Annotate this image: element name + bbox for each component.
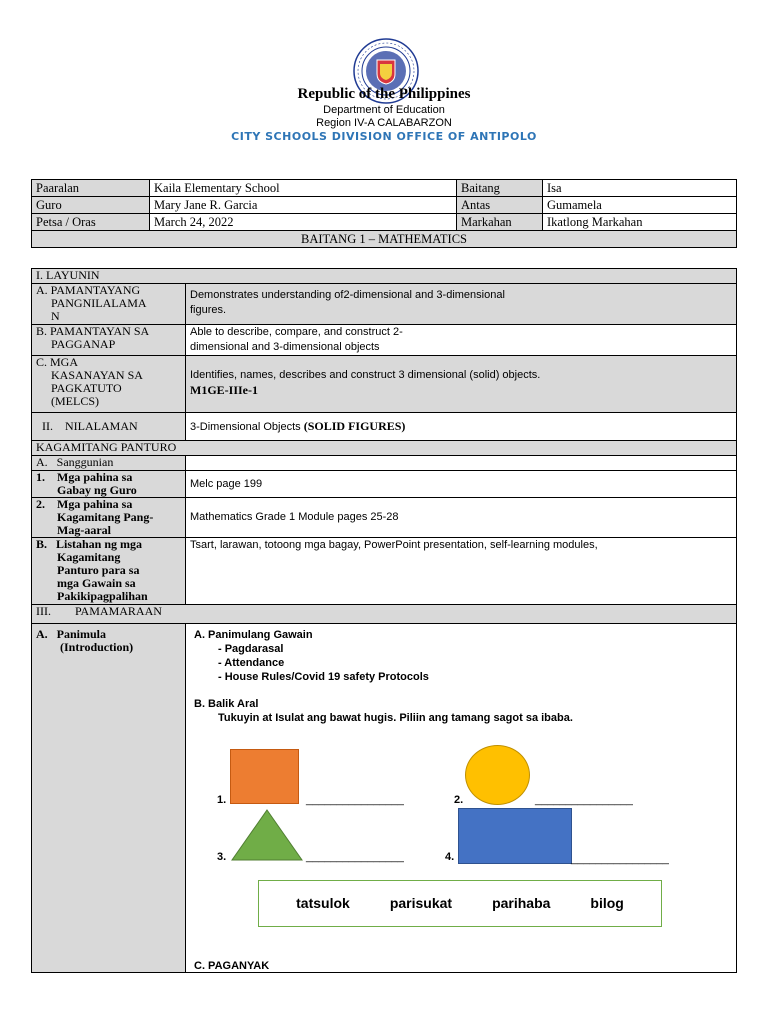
balik-aral-title: B. Balik Aral xyxy=(194,698,259,710)
question-number: 1. xyxy=(217,794,227,806)
gawain-item: - Pagdarasal xyxy=(218,643,284,655)
info-value: Gumamela xyxy=(543,197,737,214)
section-kagamitang-panturo: KAGAMITANG PANTURO xyxy=(32,441,737,456)
choice-item: tatsulok xyxy=(296,895,350,911)
answer-blank[interactable]: ________________ xyxy=(306,794,404,806)
info-value: Kaila Elementary School xyxy=(150,180,457,197)
info-row xyxy=(32,197,737,214)
nilalaman-bold: (SOLID FIGURES) xyxy=(303,419,406,433)
info-value: Ikatlong Markahan xyxy=(543,214,737,231)
choices-list xyxy=(259,895,661,911)
choice-item: parisukat xyxy=(389,895,453,911)
question-number: 4. xyxy=(445,851,455,863)
panimulang-gawain-title: A. Panimulang Gawain xyxy=(194,629,313,641)
info-value: Isa xyxy=(543,180,737,197)
paganyak-title: C. PAGANYAK xyxy=(194,960,270,972)
info-label: Baitang xyxy=(457,180,543,197)
section-layunin: I. LAYUNIN xyxy=(32,269,737,284)
row-label-pamantayang-pangnilalaman: A. PAMANTAYANG PANGNILALAMA N xyxy=(32,284,186,325)
row-label-sanggunian: A. Sanggunian xyxy=(32,456,186,471)
lesson-plan-table xyxy=(31,268,737,973)
row-label-gabay-ng-guro: 1. Mga pahina sa Gabay ng Guro xyxy=(32,471,186,498)
info-row xyxy=(32,214,737,231)
info-row xyxy=(32,180,737,197)
row-label-listahan: B. Listahan ng mga Kagamitang Panturo para sa mga Gawain sa Pakikipagpalihan xyxy=(32,538,186,605)
balik-aral-instruction: Tukuyin at Isulat ang bawat hugis. Piliin ang tamang sagot sa ibaba. xyxy=(218,712,573,724)
row-label-nilalaman: II. NILALAMAN xyxy=(32,413,186,441)
row-text-pamantayang-pangnilalaman: Demonstrates understanding of2-dimensional and 3-dimensional figures. xyxy=(186,284,737,325)
info-label: Petsa / Oras xyxy=(32,214,150,231)
rectangle-shape xyxy=(458,808,572,864)
row-label-panimula: A. Panimula (Introduction) xyxy=(32,624,186,973)
row-text-gabay-ng-guro: Melc page 199 xyxy=(186,471,737,498)
row-text-sanggunian xyxy=(186,456,737,471)
row-text-melcs xyxy=(186,356,737,413)
gawain-item: - Attendance xyxy=(218,657,285,669)
answer-blank[interactable]: ________________ xyxy=(535,794,633,806)
info-label: Paaralan xyxy=(32,180,150,197)
question-number: 2. xyxy=(454,794,464,806)
info-table xyxy=(31,179,737,248)
answer-blank[interactable]: ________________ xyxy=(306,851,404,863)
melcs-text: Identifies, names, describes and construct 3 dimensional (solid) objects. xyxy=(190,369,541,381)
row-text-listahan: Tsart, larawan, totoong mga bagay, PowerPoint presentation, self-learning modules, xyxy=(186,538,737,605)
row-label-melcs: C. MGA KASANAYAN SA PAGKATUTO (MELCS) xyxy=(32,356,186,413)
gawain-item: - House Rules/Covid 19 safety Protocols xyxy=(218,671,429,683)
row-text-kagamitang-pang-mag-aaral: Mathematics Grade 1 Module pages 25-28 xyxy=(186,498,737,538)
choices-box xyxy=(258,880,662,927)
republic-heading: Republic of the Philippines xyxy=(297,86,471,102)
info-value: March 24, 2022 xyxy=(150,214,457,231)
triangle-shape xyxy=(230,808,304,862)
melcs-code: M1GE-IIIe-1 xyxy=(190,383,258,397)
row-label-kagamitang-pang-mag-aaral: 2. Mga pahina sa Kagamitang Pang- Mag-aaral xyxy=(32,498,186,538)
department-heading: Department of Education xyxy=(323,104,445,116)
choice-item: parihaba xyxy=(492,895,551,911)
section-pamamaraan: III. PAMAMARAAN xyxy=(32,605,737,624)
square-shape xyxy=(230,749,299,804)
row-text-nilalaman xyxy=(186,413,737,441)
subject-title: BAITANG 1 – MATHEMATICS xyxy=(32,231,737,248)
info-label: Antas xyxy=(457,197,543,214)
division-heading: CITY SCHOOLS DIVISION OFFICE OF ANTIPOLO xyxy=(231,130,537,143)
row-label-pamantayan-sa-pagganap: B. PAMANTAYAN SA PAGGANAP xyxy=(32,325,186,356)
answer-blank[interactable]: ________________ xyxy=(571,853,669,865)
info-label: Guro xyxy=(32,197,150,214)
info-value: Mary Jane R. Garcia xyxy=(150,197,457,214)
nilalaman-text: 3-Dimensional Objects xyxy=(190,421,304,433)
circle-shape xyxy=(465,745,530,805)
row-text-pamantayan-sa-pagganap: Able to describe, compare, and construct 2- dimensional and 3-dimensional objects xyxy=(186,325,737,356)
question-number: 3. xyxy=(217,851,227,863)
choice-item: bilog xyxy=(590,895,624,911)
region-heading: Region IV-A CALABARZON xyxy=(316,117,452,129)
info-label: Markahan xyxy=(457,214,543,231)
